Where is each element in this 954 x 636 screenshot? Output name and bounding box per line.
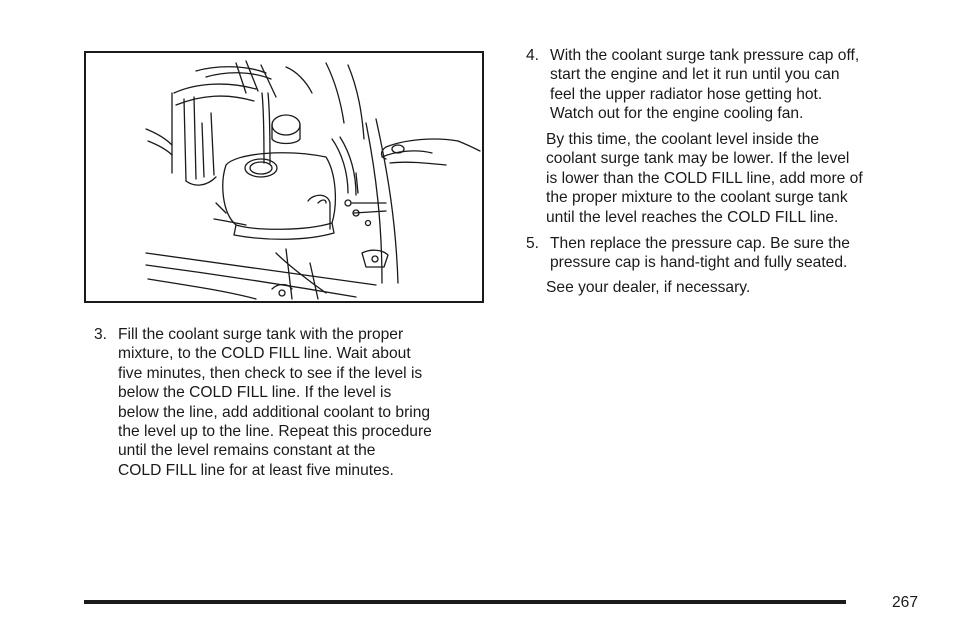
step-line: pressure cap is hand-tight and fully seated. [550,254,848,272]
step-number: 3. [94,326,108,343]
note-line: See your dealer, if necessary. [546,279,751,296]
step-line: five minutes, then check to see if the level is [118,364,423,382]
step-5-note [546,278,936,297]
note-line: By this time, the coolant level inside the [546,131,820,148]
step-line: Fill the coolant surge tank with the proper [118,326,404,343]
step-line: until the level remains constant at the [118,442,376,460]
page-number: 267 [891,594,918,611]
step-4-note [546,130,936,227]
footer-rule [84,600,846,604]
step-line: the level up to the line. Repeat this procedure [118,423,432,441]
step-number: 5. [526,235,540,252]
step-line: Watch out for the engine cooling fan. [550,105,804,123]
step-text [118,325,432,480]
step-text [550,46,859,124]
note-line: until the level reaches the COLD FILL line. [546,208,839,226]
step-line: below the line, add additional coolant to bring [118,403,431,421]
step-line: COLD FILL line for at least five minutes. [118,461,394,479]
note-line: is lower than the COLD FILL line, add more of [546,169,863,187]
coolant-tank-illustration [84,51,484,303]
step-line: With the coolant surge tank pressure cap off, [550,47,860,64]
engine-compartment-drawing [86,53,482,301]
note-line: the proper mixture to the coolant surge tank [546,189,848,207]
step-line: start the engine and let it run until you can [550,66,840,84]
step-line: mixture, to the COLD FILL line. Wait about [118,345,411,363]
step-number: 4. [526,47,540,64]
note-line: coolant surge tank may be lower. If the level [546,150,850,168]
step-line: feel the upper radiator hose getting hot. [550,85,823,103]
step-line: Then replace the pressure cap. Be sure the [550,235,850,252]
step-line: below the COLD FILL line. If the level is [118,384,392,402]
step-text [550,234,850,273]
